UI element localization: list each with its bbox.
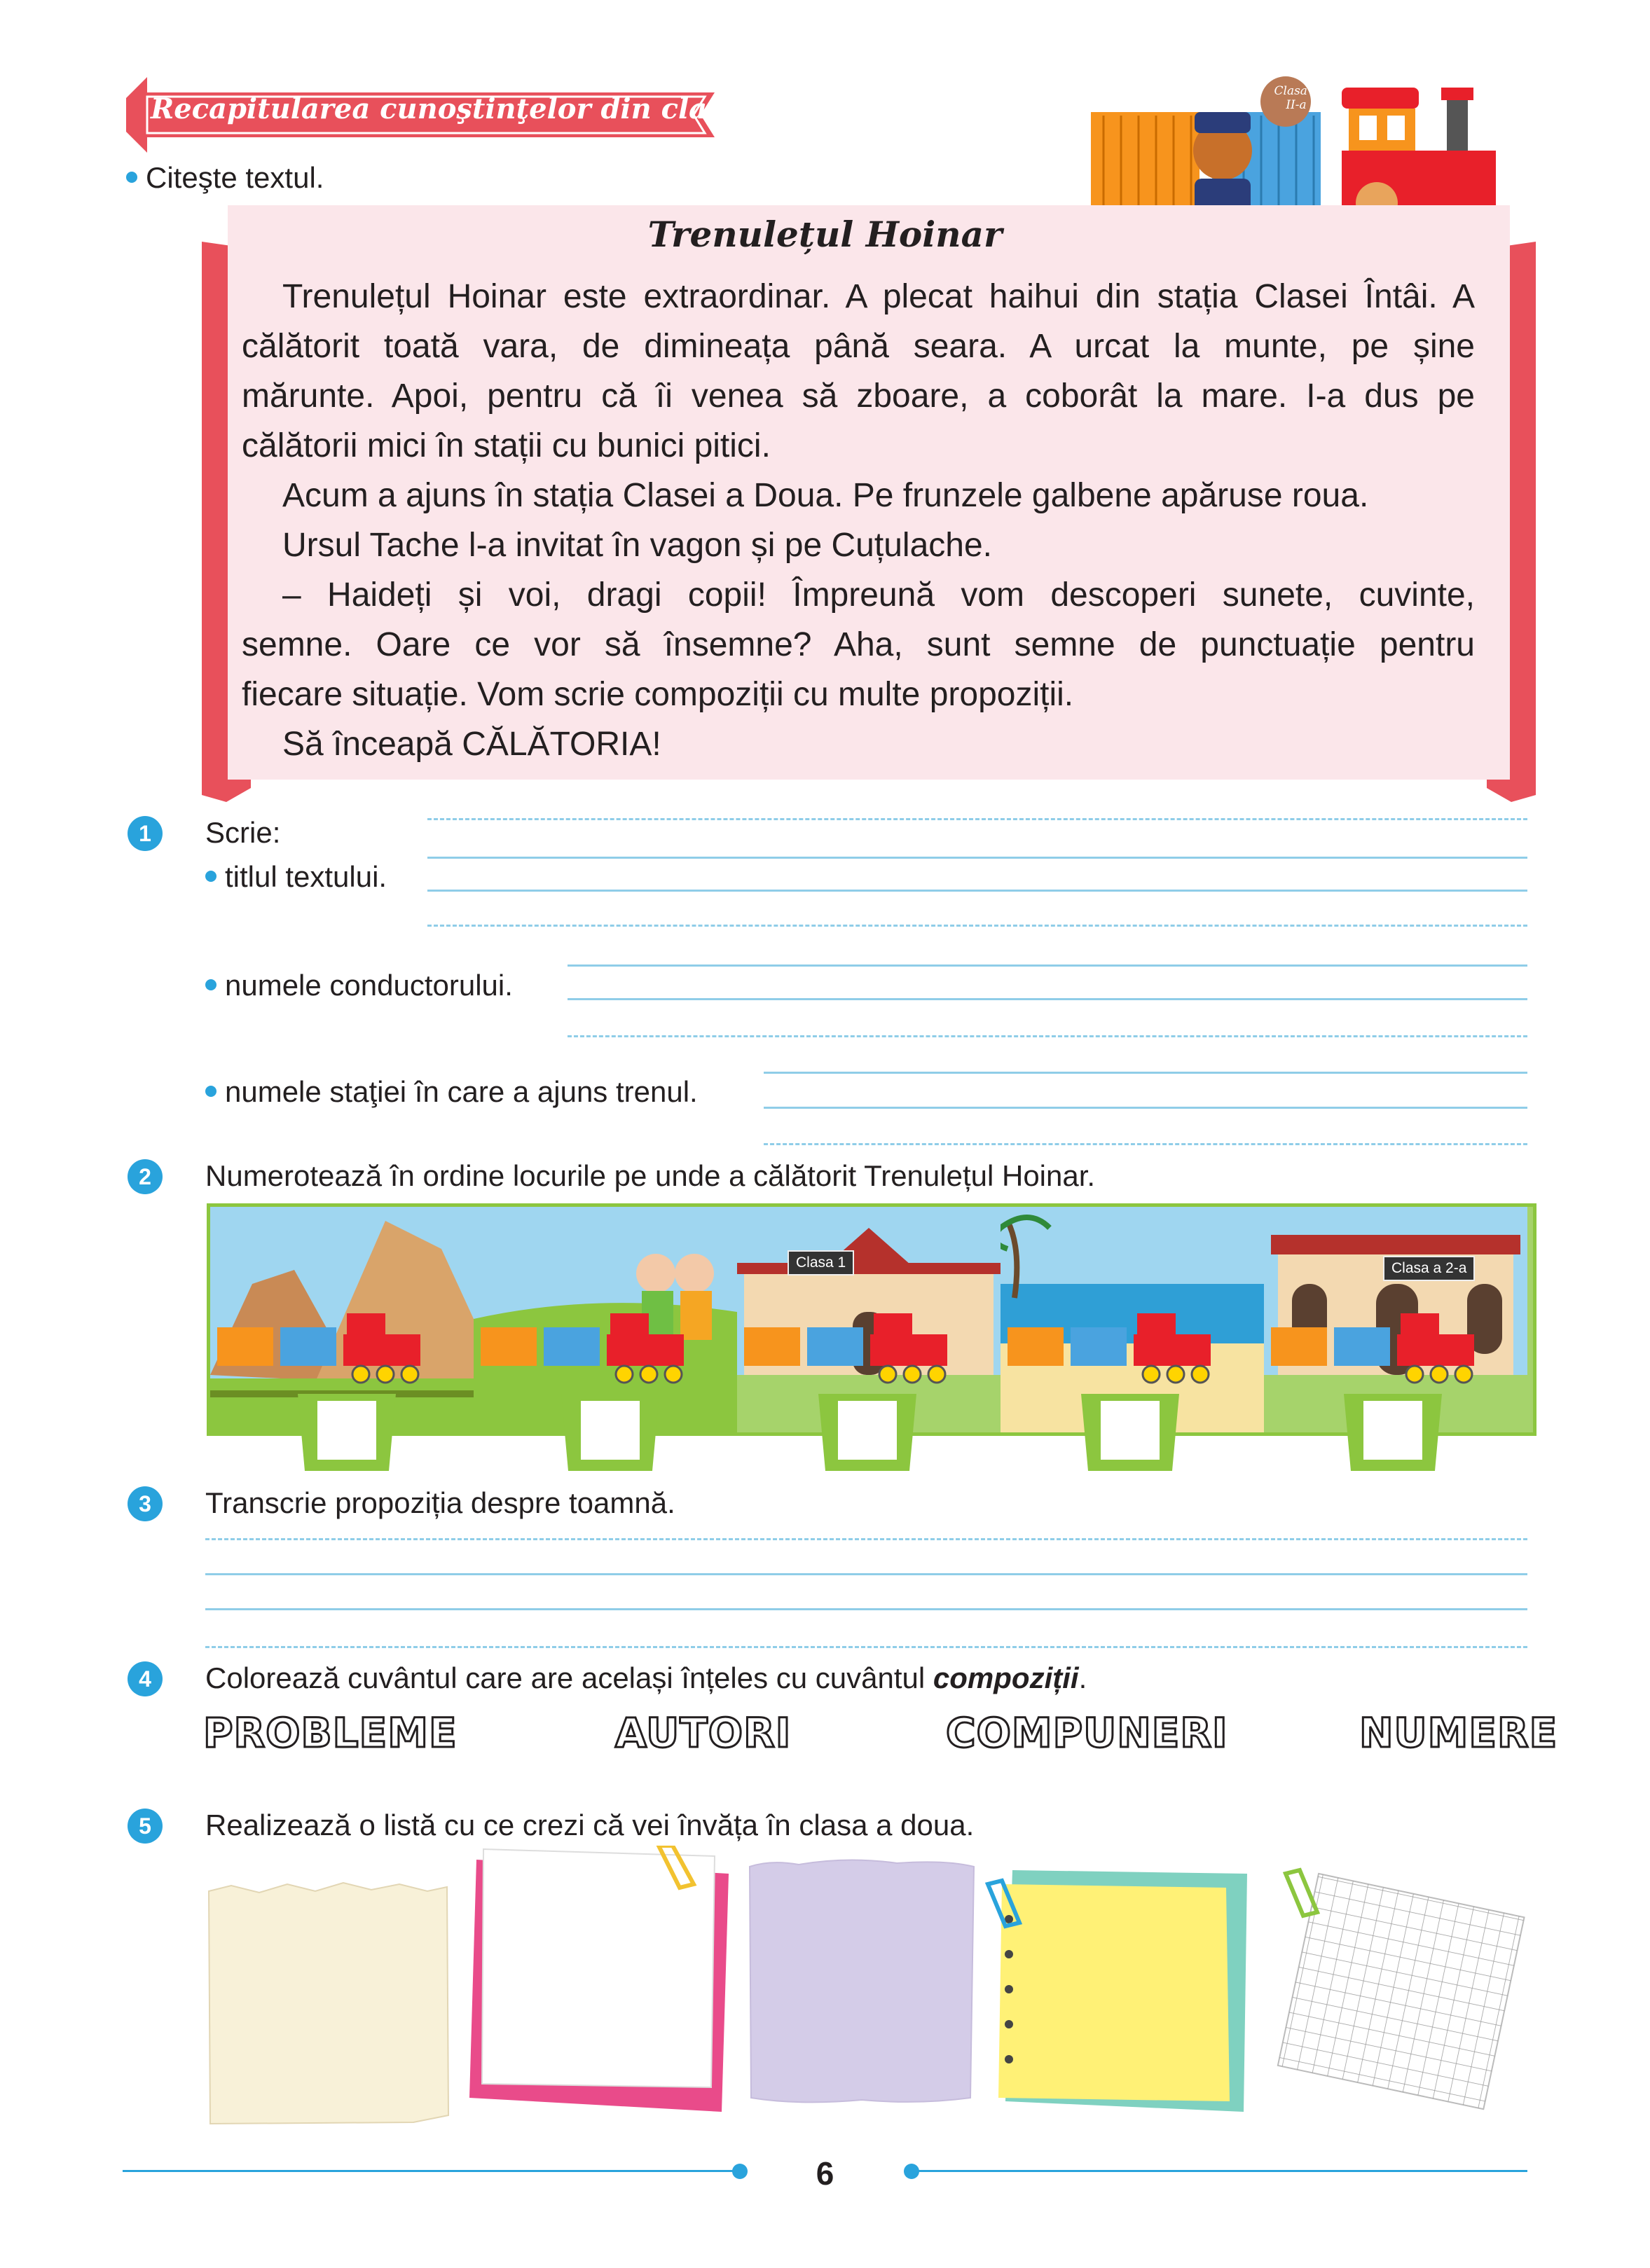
writing-line[interactable] — [427, 890, 1527, 892]
story-line: Ursul Tache l-a invitat în vagon și pe Cuțulache. — [282, 527, 992, 564]
exercise-prompt: Transcrie propoziția despre toamnă. — [205, 1486, 675, 1519]
story-line: Să înceapă CĂLĂTORIA! — [282, 726, 661, 763]
writing-line[interactable] — [427, 925, 1527, 927]
writing-line[interactable] — [568, 1035, 1527, 1037]
answer-box[interactable] — [818, 1394, 916, 1471]
exercise-prompt: Scrie: — [205, 816, 281, 849]
word-option[interactable]: PROBLEME — [203, 1709, 458, 1757]
trains-row — [210, 1310, 1526, 1387]
exercise-prompt: Numerotează în ordine locurile pe unde a călătorit Trenulețul Hoinar. — [205, 1159, 1096, 1192]
writing-line[interactable] — [764, 1107, 1527, 1109]
answer-box[interactable] — [1344, 1394, 1442, 1471]
exercise-number: 3 — [128, 1486, 163, 1521]
writing-line[interactable] — [764, 1072, 1527, 1074]
writing-line[interactable] — [427, 857, 1527, 859]
word-option[interactable]: AUTORI — [615, 1709, 792, 1757]
answer-box[interactable] — [561, 1394, 659, 1471]
exercise-number: 4 — [128, 1661, 163, 1696]
answer-box[interactable] — [1081, 1394, 1179, 1471]
keyword: compoziții — [933, 1661, 1079, 1694]
writing-line[interactable] — [205, 1646, 1527, 1648]
story-title: Trenulețul Hoinar — [647, 214, 1003, 255]
class-badge: Clasa a II-a — [1274, 84, 1319, 112]
bullet-icon — [205, 1086, 216, 1097]
story-line: – Haideți și voi, dragi copii! Împreună vom descoperi sunete, cuvinte, — [282, 576, 1475, 614]
section-title: Recapitularea cunoştinţelor din clasa I — [151, 92, 764, 125]
story-line: Trenulețul Hoinar este extraordinar. A plecat haihui din stația Clasei Întâi. A — [282, 278, 1475, 315]
writing-line[interactable] — [568, 998, 1527, 1000]
story-line: Acum a ajuns în stația Clasei a Doua. Pe frunzele galbene apăruse roua. — [282, 477, 1369, 514]
ex1-item: titlul textului. — [205, 860, 387, 894]
writing-line[interactable] — [764, 1143, 1527, 1145]
page-number: 6 — [816, 2155, 834, 2192]
ex1-item: numele conductorului. — [205, 969, 513, 1002]
writing-line[interactable] — [205, 1573, 1527, 1575]
note-paper-cream[interactable] — [203, 1877, 452, 2129]
note-paper-grid[interactable] — [1254, 1863, 1527, 2115]
note-paper-pink[interactable] — [469, 1846, 736, 2115]
bullet-icon — [205, 871, 216, 882]
exercise-number: 2 — [128, 1159, 163, 1194]
note-paper-yellow[interactable] — [984, 1863, 1251, 2115]
exercise-number: 5 — [128, 1809, 163, 1844]
writing-line[interactable] — [568, 964, 1527, 967]
story-line: semne. Oare ce vor să însemne? Aha, sunt semne de punctuație pentru — [242, 626, 1475, 663]
station-sign: Clasa a 2-a — [1383, 1256, 1475, 1281]
story-line: călătorit toată vara, de dimineața până seara. A urcat la munte, pe șine — [242, 328, 1475, 365]
exercise-number: 1 — [128, 816, 163, 851]
story-line: mărunte. Apoi, pentru că îi venea să zboare, a coborât la mare. I-a dus pe — [242, 378, 1475, 415]
footer-rule — [911, 2170, 1527, 2172]
writing-line[interactable] — [205, 1608, 1527, 1610]
bullet-icon — [205, 979, 216, 990]
note-paper-lavender[interactable] — [743, 1856, 981, 2108]
station-sign: Clasa 1 — [788, 1250, 854, 1275]
story-line: fiecare situație. Vom scrie compoziții cu multe propoziții. — [242, 676, 1074, 713]
exercise-prompt: Realizează o listă cu ce crezi că vei învăța în clasa a doua. — [205, 1809, 975, 1841]
instruction: Citeşte textul. — [126, 161, 324, 195]
writing-line[interactable] — [205, 1538, 1527, 1540]
word-option[interactable]: COMPUNERI — [946, 1709, 1228, 1757]
answer-box[interactable] — [298, 1394, 396, 1471]
story-line: călătorii mici în stații cu bunici pitici. — [242, 427, 771, 464]
ex1-item: numele staţiei în care a ajuns trenul. — [205, 1075, 698, 1109]
word-option[interactable]: NUMERE — [1359, 1709, 1558, 1757]
bullet-icon — [126, 172, 137, 183]
exercise-prompt: Colorează cuvântul care are același înțeles cu cuvântul compoziții. — [205, 1661, 1087, 1694]
writing-line[interactable] — [427, 818, 1527, 820]
